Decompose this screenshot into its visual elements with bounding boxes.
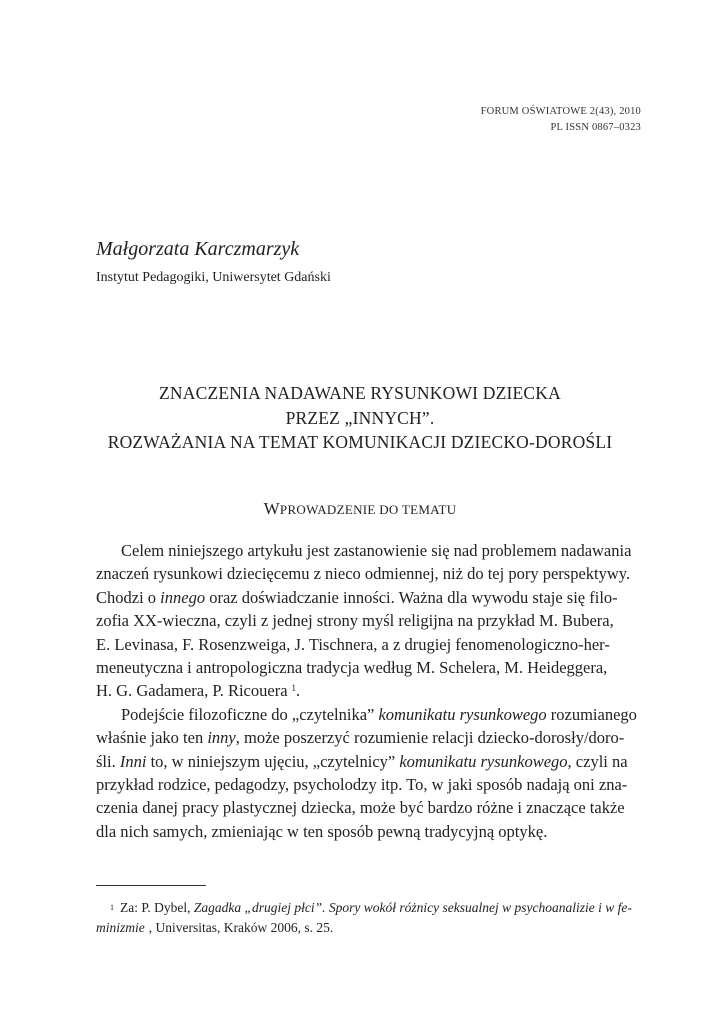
body-text: meneutyczna i antropologiczna tradycja według M. Schelera, M. Heideggera, — [96, 657, 608, 677]
body-text: , czyli na — [567, 751, 628, 771]
journal-name: FORUM OŚWIATOWE 2(43), 2010 — [480, 106, 641, 117]
section-heading-initial: W — [263, 499, 280, 518]
body-text: , może poszerzyć rozumienie relacji dziecko-dorosły/doro- — [235, 728, 625, 748]
author-name: Małgorzata Karczmarzyk — [96, 238, 300, 260]
body-line — [96, 562, 644, 585]
title-line: PRZEZ „INNYCH”. — [285, 407, 435, 428]
body-line — [96, 726, 644, 749]
body-line — [96, 586, 644, 609]
body-text-italic: komunikatu rysunkowego — [399, 751, 568, 771]
body-text: czenia danej pracy plastycznej dziecka, może być bardzo różne i znaczące także — [96, 798, 625, 818]
body-line — [96, 679, 644, 702]
article-body — [96, 539, 644, 843]
footnote-line — [96, 918, 644, 938]
body-line — [96, 633, 644, 656]
body-line — [96, 796, 644, 819]
article-title — [90, 381, 630, 455]
body-text: rozumianego — [550, 704, 637, 724]
body-text: Podejście filozoficzne do „czytelnika” — [121, 704, 375, 724]
body-line — [96, 656, 644, 679]
body-line — [96, 750, 644, 773]
body-text: Celem niniejszego artykułu jest zastanowienie się nad problemem nadawania — [121, 541, 632, 560]
body-text: śli. — [96, 751, 116, 771]
footnote-number: 1 — [110, 903, 114, 912]
journal-issn: PL ISSN 0867–0323 — [550, 122, 641, 133]
body-text: H. G. Gadamera, P. Ricouera — [96, 681, 288, 701]
footnote-ref: 1 — [291, 683, 297, 694]
body-text: oraz doświadczanie inności. Ważna dla wywodu staje się filo- — [209, 587, 618, 607]
journal-header — [481, 104, 641, 136]
body-text-italic: inny — [207, 728, 236, 748]
body-text-italic: komunikatu rysunkowego — [378, 704, 547, 724]
footnote-text: , Universitas, Kraków 2006, s. 25. — [148, 920, 334, 935]
body-line — [96, 539, 644, 562]
body-text: dla nich samych, zmieniając w ten sposób pewną tradycyjną optykę. — [96, 821, 548, 841]
body-text-italic: Inni — [119, 751, 147, 771]
body-text: przykład rodzice, pedagodzy, psycholodzy itp. To, w jaki sposób nadają oni zna- — [96, 774, 628, 794]
footnote-text-italic: minizmie — [96, 920, 145, 935]
footnote-divider — [96, 885, 206, 886]
footnote-text: Za: P. Dybel, — [120, 900, 191, 915]
footnote-line — [96, 898, 644, 918]
section-heading — [90, 499, 630, 519]
footnote-text-italic: Zagadka „drugiej płci”. Spory wokół różnicy seksualnej w psychoanalizie i w fe- — [193, 900, 632, 915]
body-text: zofia XX-wieczna, czyli z jednej strony myśl religijna na przykład M. Bubera, — [96, 611, 614, 631]
title-line: ROZWAŻANIA NA TEMAT KOMUNIKACJI DZIECKO-DOROŚLI — [107, 432, 613, 452]
body-text: Chodzi o — [96, 587, 157, 607]
body-line — [96, 703, 644, 726]
body-text: E. Levinasa, F. Rosenzweiga, J. Tischnera, a z drugiej fenomenologiczno-her- — [96, 634, 610, 654]
section-heading-rest: PROWADZENIE DO TEMATU — [279, 502, 457, 517]
author-affiliation: Instytut Pedagogiki, Uniwersytet Gdański — [96, 270, 331, 285]
body-line — [96, 609, 644, 632]
title-line: ZNACZENIA NADAWANE RYSUNKOWI DZIECKA — [159, 383, 561, 403]
footnote — [96, 898, 644, 938]
body-text: . — [296, 681, 301, 701]
body-text: znaczeń rysunkowi dziecięcemu z nieco odmiennej, niż do tej pory perspektywy. — [96, 564, 631, 584]
body-text: właśnie jako ten — [96, 728, 204, 748]
body-line — [96, 773, 644, 796]
body-line — [96, 820, 644, 843]
body-text: to, w niniejszym ujęciu, „czytelnicy” — [150, 751, 396, 771]
body-text-italic: innego — [160, 587, 206, 607]
